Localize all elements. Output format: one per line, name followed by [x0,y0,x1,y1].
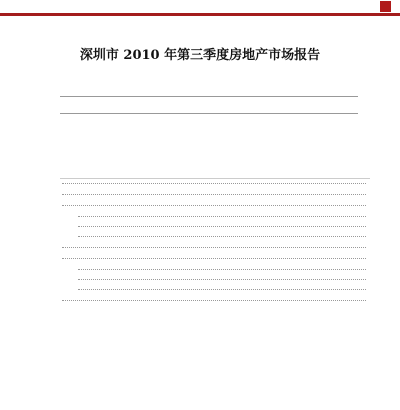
toc-subitem[interactable] [76,270,368,271]
toc-subitem[interactable] [76,227,368,228]
toc-item[interactable] [60,301,368,302]
toc-leader [78,226,366,227]
toc-leader [62,205,366,206]
toc-leader [62,247,366,248]
toc-leader [62,183,366,184]
toc-rule [60,178,370,179]
toc-leader [62,300,366,301]
logo-icon [380,1,391,12]
disclaimer-box [60,96,358,114]
toc-subitem[interactable] [76,280,368,281]
toc-leader [62,194,366,195]
toc-leader [78,279,366,280]
toc-leader [78,216,366,217]
toc-item[interactable] [60,195,368,196]
toc-leader [78,236,366,237]
toc-leader [62,258,366,259]
toc-item[interactable] [60,206,368,207]
header-rule [0,13,400,16]
toc-item[interactable] [60,248,368,249]
toc-leader [78,289,366,290]
brand-logo [380,1,394,12]
toc-subitem[interactable] [76,217,368,218]
toc-item[interactable] [60,184,368,185]
toc-item[interactable] [60,259,368,260]
report-title: 深圳市 2010 年第三季度房地产市场报告 [79,48,321,63]
toc-leader [78,269,366,270]
toc-subitem[interactable] [76,237,368,238]
toc-subitem[interactable] [76,290,368,291]
